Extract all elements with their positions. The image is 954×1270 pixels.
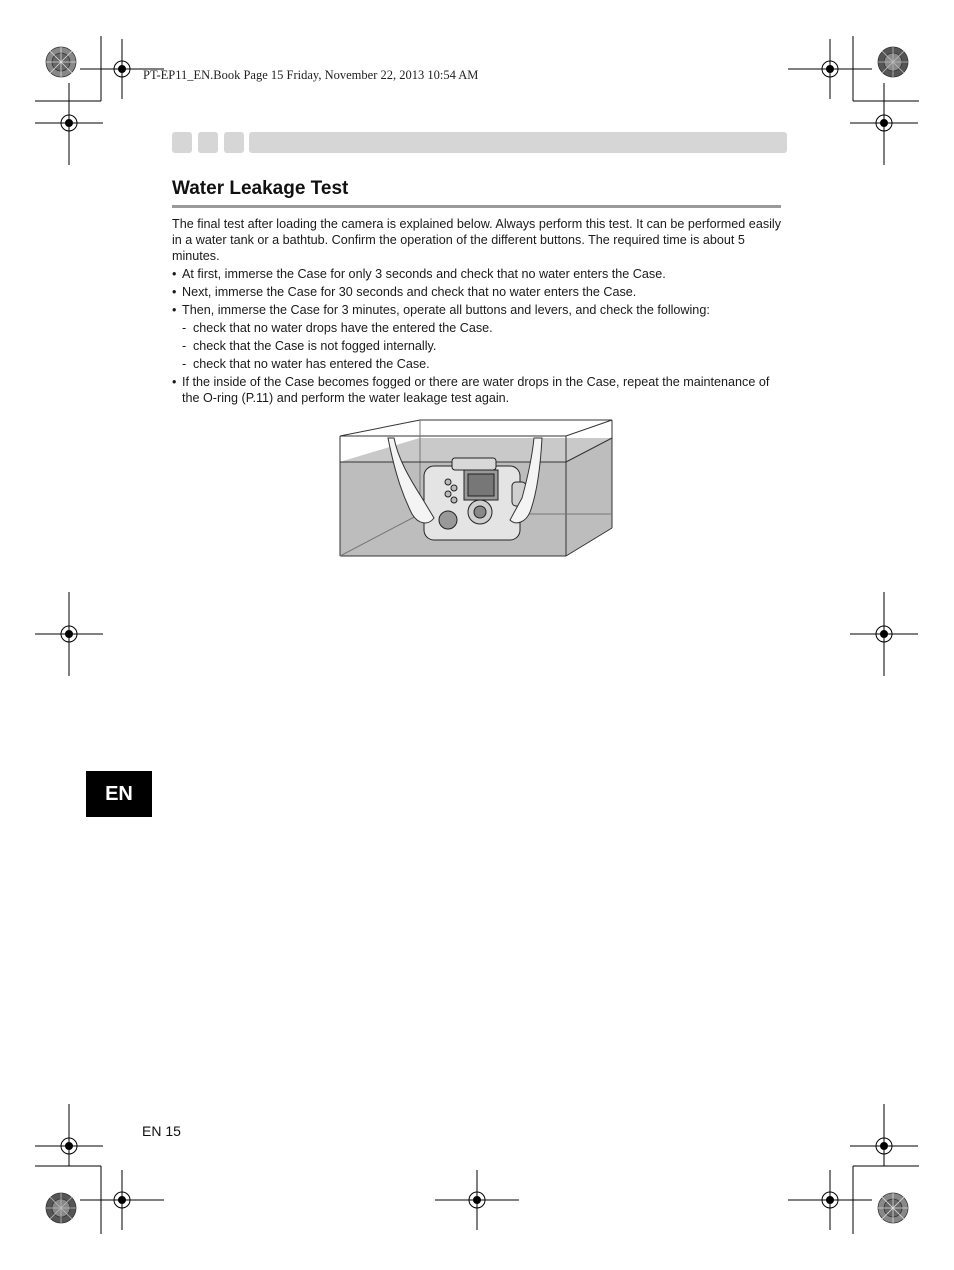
- list-item: [172, 284, 784, 300]
- instruction-list: [172, 266, 784, 406]
- list-item-text: If the inside of the Case becomes fogged or there are water drops in the Case, repeat the maintenance of the O-ring (P.11) and perform the water leakage test again.: [182, 375, 770, 405]
- page-number: EN 15: [142, 1123, 181, 1139]
- bullet: •: [172, 267, 177, 281]
- print-header: PT-EP11_EN.Book Page 15 Friday, November 22, 2013 10:54 AM: [143, 68, 479, 82]
- bullet: •: [172, 285, 177, 299]
- section-bar-long: [249, 132, 787, 153]
- sub-list-item: [172, 320, 784, 336]
- list-item-text: Next, immerse the Case for 30 seconds and check that no water enters the Case.: [182, 285, 637, 299]
- list-item: [172, 374, 784, 406]
- list-item: [172, 302, 784, 318]
- sub-list-item-text: check that the Case is not fogged internally.: [193, 339, 437, 353]
- body-text: [172, 216, 784, 408]
- bullet: •: [172, 375, 177, 389]
- intro-paragraph: The final test after loading the camera is explained below. Always perform this test. It can be performed easily in a water tank or a bathtub. Confirm the operation of the different buttons. The required time is about 5 minutes.: [172, 217, 782, 263]
- section-bar-square: [172, 132, 192, 153]
- section-bar-square: [224, 132, 244, 153]
- dash: -: [182, 321, 187, 335]
- section-bar-square: [198, 132, 218, 153]
- dash: -: [182, 357, 187, 371]
- bullet: •: [172, 303, 177, 317]
- water-tank-illustration: [338, 418, 614, 560]
- page-title: Water Leakage Test: [172, 178, 781, 208]
- sub-list-item: [172, 338, 784, 354]
- list-item: [172, 266, 784, 282]
- sub-list-item-text: check that no water has entered the Case.: [193, 357, 430, 371]
- language-tab: EN: [86, 771, 152, 817]
- sub-list-item-text: check that no water drops have the entered the Case.: [193, 321, 493, 335]
- list-item-text: Then, immerse the Case for 3 minutes, operate all buttons and levers, and check the following:: [182, 303, 710, 317]
- list-item-text: At first, immerse the Case for only 3 seconds and check that no water enters the Case.: [182, 267, 666, 281]
- section-bar: [172, 132, 787, 153]
- dash: -: [182, 339, 187, 353]
- sub-list-item: [172, 356, 784, 372]
